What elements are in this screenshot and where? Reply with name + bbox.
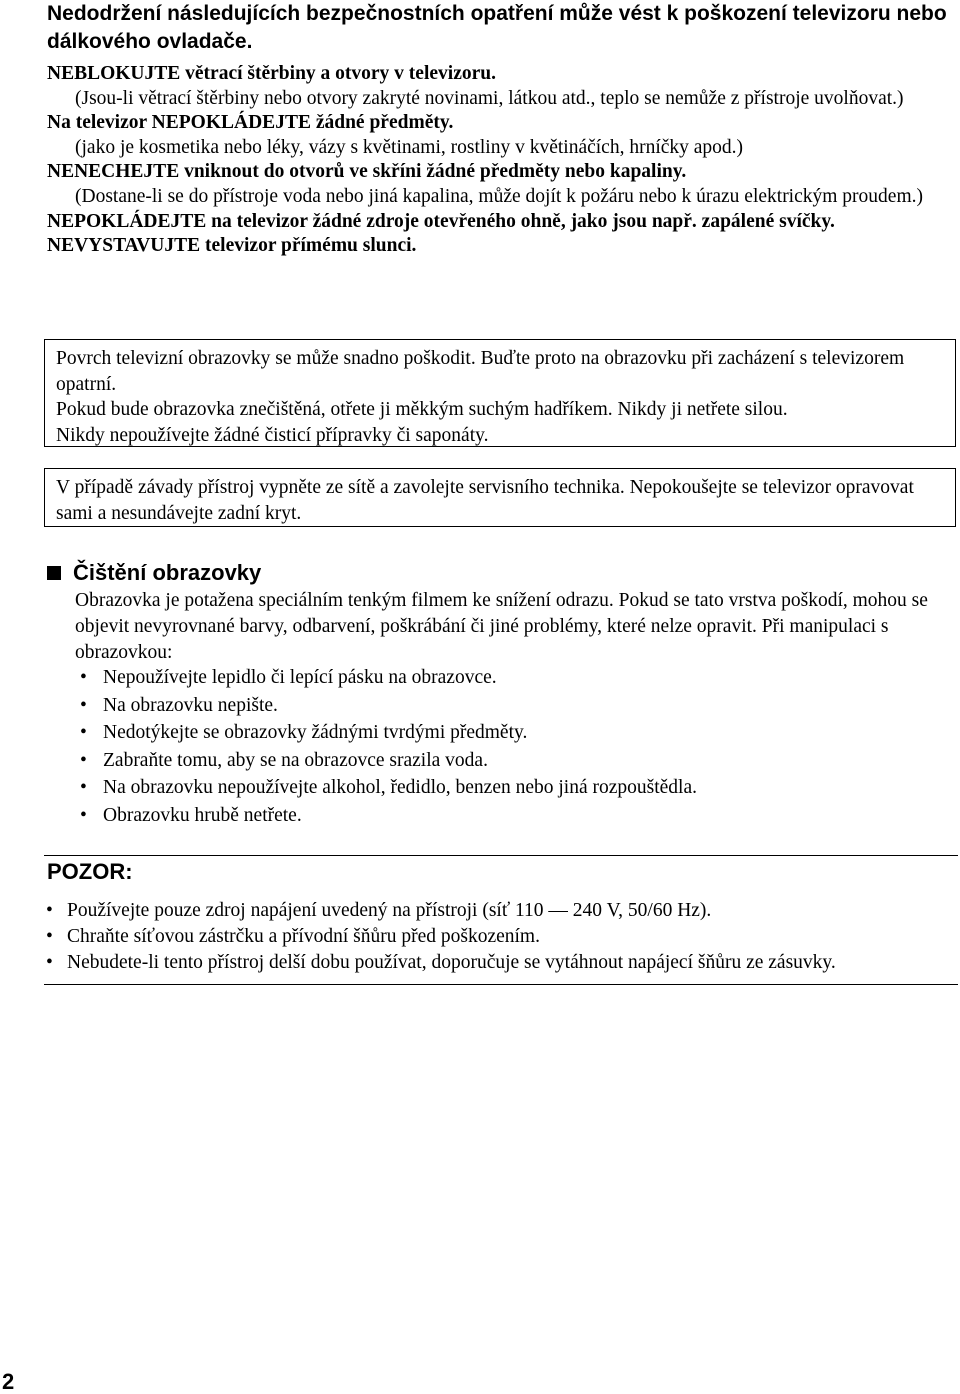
warning-3-note: (Dostane-li se do přístroje voda nebo jiná kapalina, může dojít k požáru nebo k úrazu elektrickým proudem.) xyxy=(75,185,923,207)
screen-care-line-3: Nikdy nepoužívejte žádné čisticí přípravky či saponáty. xyxy=(56,424,489,446)
service-box xyxy=(44,468,956,527)
list-item: • Obrazovku hrubě netřete. xyxy=(75,802,955,830)
warning-5-title: NEVYSTAVUJTE televizor přímému slunci. xyxy=(47,235,417,257)
list-item: • Nepoužívejte lepidlo či lepící pásku na obrazovce. xyxy=(75,664,955,692)
cleaning-intro: Obrazovka je potažena speciálním tenkým filmem ke snížení odrazu. Pokud se tato vrstva poškodí, mohou se objevit nevyrovnané barvy, odbarvení, poškrábání či jiné problémy, které nelze opravit. Při manipulaci s obrazovkou: xyxy=(75,590,928,663)
warning-1-note: (Jsou-li větrací štěrbiny nebo otvory zakryté novinami, látkou atd., teplo se nemůže z přístroje uvolňovat.) xyxy=(75,87,904,109)
screen-care-box xyxy=(44,339,956,447)
cleaning-title-text: Čištění obrazovky xyxy=(73,560,262,585)
warning-heading: Nedodržení následujících bezpečnostních opatření může vést k poškození televizoru nebo dálkového ovladače. xyxy=(47,2,947,53)
list-item: • Chraňte síťovou zástrčku a přívodní šňůru před poškozením. xyxy=(44,924,960,950)
warning-1-title: NEBLOKUJTE větrací štěrbiny a otvory v televizoru. xyxy=(47,63,496,84)
screen-care-line-2: Pokud bude obrazovka znečištěná, otřete ji měkkým suchým hadříkem. Nikdy ji netřete silou. xyxy=(56,399,788,420)
divider-bottom xyxy=(44,984,958,985)
page-number: 2 xyxy=(2,1369,15,1394)
list-item: • Na obrazovku nepište. xyxy=(75,692,955,720)
square-bullet-icon xyxy=(47,566,61,580)
list-item: • Nedotýkejte se obrazovky žádnými tvrdými předměty. xyxy=(75,719,955,747)
list-item: • Zabraňte tomu, aby se na obrazovce srazila voda. xyxy=(75,747,955,775)
cleaning-section-title xyxy=(47,559,261,587)
pozor-list xyxy=(44,898,960,976)
warning-4-title: NEPOKLÁDEJTE na televizor žádné zdroje otevřeného ohně, jako jsou např. zapálené svíčky. xyxy=(47,210,835,232)
service-text: V případě závady přístroj vypněte ze sítě a zavolejte servisního technika. Nepokoušejte se televizor opravovat sami a nesundávejte zadní kryt. xyxy=(56,477,914,524)
list-item: • Nebudete-li tento přístroj delší dobu používat, doporučuje se vytáhnout napájecí šňůru ze zásuvky. xyxy=(44,950,960,976)
list-item: • Používejte pouze zdroj napájení uvedený na přístroji (síť 110 — 240 V, 50/60 Hz). xyxy=(44,898,960,924)
warning-2-note: (jako je kosmetika nebo léky, vázy s květinami, rostliny v květináčích, hrníčky apod.) xyxy=(75,136,744,158)
list-item: • Na obrazovku nepoužívejte alkohol, ředidlo, benzen nebo jiná rozpouštědla. xyxy=(75,774,955,802)
cleaning-list xyxy=(75,664,955,830)
divider-top xyxy=(44,855,958,856)
pozor-title: POZOR: xyxy=(47,859,133,884)
screen-care-line-1: Povrch televizní obrazovky se může snadno poškodit. Buďte proto na obrazovku při zacházení s televizorem opatrní. xyxy=(56,348,905,395)
warning-3-title: NENECHEJTE vniknout do otvorů ve skříni žádné předměty nebo kapaliny. xyxy=(47,161,687,183)
warnings-list xyxy=(47,62,957,259)
warning-2-title: Na televizor NEPOKLÁDEJTE žádné předměty. xyxy=(47,112,454,134)
